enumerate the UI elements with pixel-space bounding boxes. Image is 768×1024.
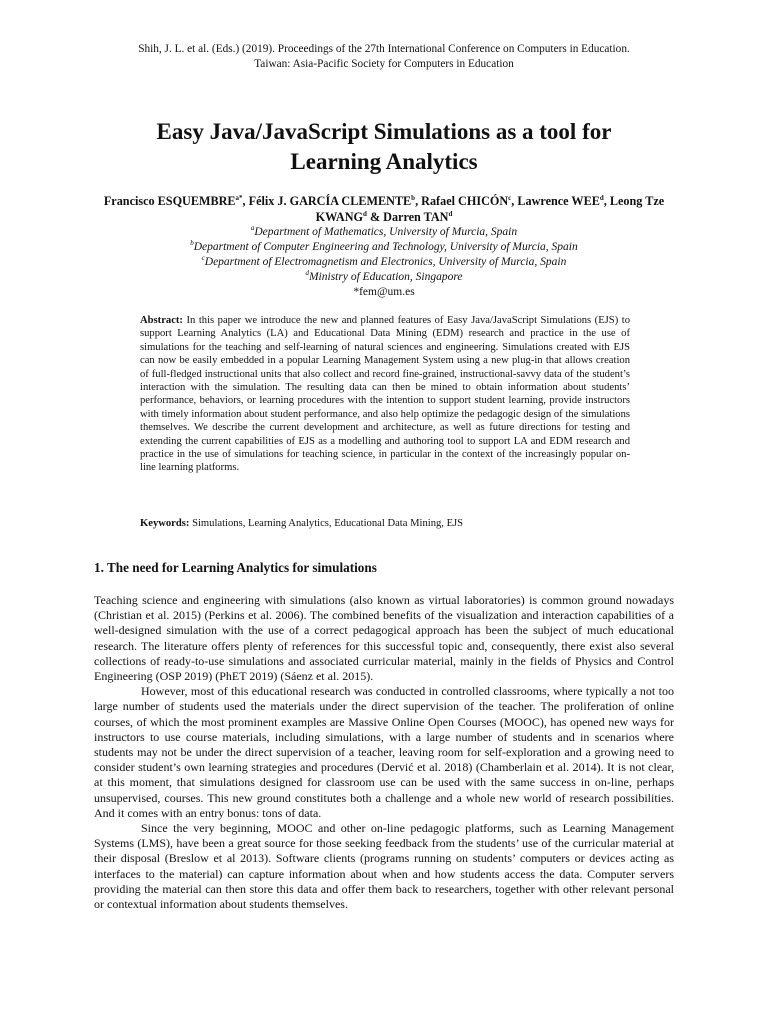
author-name: , Rafael CHICÓN: [415, 194, 509, 208]
author-mark: d: [363, 209, 367, 218]
body-paragraph: Teaching science and engineering with simulations (also known as virtual laboratories) is common ground nowadays (Christian et al. 2015) (Perkins et al. 2006). The combined benefits of the visualization and interaction capabilities of a well-designed simulation with the use of a correct pedagogical approach has been the subject of much educational research. The literature offers plenty of references for this successful topic and, consequently, there exist also several collections of ready-to-use simulations and associated curricular material, mainly in the fields of Physics and Control Engineering (OSP 2019) (PhET 2019) (Sáenz et al. 2015).: [94, 593, 674, 684]
author-name: Francisco ESQUEMBRE: [103, 194, 236, 208]
body-paragraph: Since the very beginning, MOOC and other on-line pedagogic platforms, such as Learning Management Systems (LMS), have been a great source for those seeking feedback from the students’ use of the curricular material at their disposal (Breslow et al 2013). Software clients (programs running on students’ computers or devices acting as interfaces to the material) can capture information about when and how students access the data. Computer servers providing the material can then store this data and offer them back to researchers, together with other relevant personal or contextual information about students themselves.: [94, 821, 674, 912]
author-name: , Leong Tze KWANG: [315, 194, 665, 224]
corresponding-email: *fem@um.es: [353, 286, 415, 298]
affiliation-text: Department of Computer Engineering and Technology, University of Murcia, Spain: [193, 241, 578, 253]
affiliation-mark: c: [201, 254, 205, 263]
author-list: [94, 193, 674, 225]
affiliation-line: [94, 240, 674, 255]
body-paragraph: However, most of this educational research was conducted in controlled classrooms, where typically a not too large number of students used the materials under the direct supervision of the teacher. The proliferation of online courses, of which the most prominent examples are Massive Online Open Courses (MOOC), has opened new ways for instructors to use course materials, including simulations, with a large number of students and in scenarios where students may not be under the direct supervision of a teacher, leaving room for self-exploration and a growing need to consider student’s own learning strategies and procedures (Dervić et al. 2018) (Chamberlain et al. 2014). It is not clear, at this moment, that simulations designed for classroom use can be used with the same success in on-line, perhaps unsupervised, courses. This new ground constitutes both a challenge and a whole new world of research possibilities. And it comes with an entry bonus: tons of data.: [94, 684, 674, 820]
affiliation-text: Ministry of Education, Singapore: [308, 271, 463, 283]
affiliation-text: Department of Electromagnetism and Electronics, University of Murcia, Spain: [204, 256, 567, 268]
author-name: , Félix J. GARCÍA CLEMENTE: [242, 194, 412, 208]
section-body: [94, 593, 674, 912]
affiliation-mark: d: [305, 269, 309, 278]
abstract: [140, 314, 630, 475]
keywords-text: Simulations, Learning Analytics, Educational Data Mining, EJS: [189, 518, 464, 529]
author-mark: d: [599, 193, 604, 202]
header-line-1: Shih, J. L. et al. (Eds.) (2019). Proceedings of the 27th International Conference on Computers in Education.: [138, 43, 630, 55]
title-line-2: Learning Analytics: [290, 149, 478, 174]
proceedings-header: [0, 42, 768, 72]
affiliation-line: [94, 225, 674, 240]
author-name: & Darren TAN: [366, 210, 449, 224]
keywords: [140, 517, 630, 530]
affiliations: [94, 225, 674, 300]
keywords-label: Keywords:: [140, 518, 190, 529]
affiliation-line: [94, 270, 674, 285]
author-mark: c: [508, 193, 512, 202]
author-mark: a*: [235, 193, 243, 202]
author-mark: d: [448, 209, 453, 218]
affiliation-line: [94, 255, 674, 270]
paper-title: [0, 117, 768, 177]
author-name: , Lawrence WEE: [511, 194, 600, 208]
section-heading: 1. The need for Learning Analytics for simulations: [94, 560, 377, 575]
abstract-text: In this paper we introduce the new and planned features of Easy Java/JavaScript Simulations (EJS) to support Learning Analytics (LA) and Educational Data Mining (EDM) research and practice in the use of simulations for the teaching and self-learning of natural sciences and engineering. Simulations created with EJS can now be easily embedded in a popular Learning Management System using a new plug-in that allows creation of full-fledged instructional units that also collect and record fine-grained, instructional-savvy data of the student’s interaction with the simulation. The resulting data can then be mined to obtain information about students’ performance, behaviors, or learning procedures with the intention to support student learning, provide instructors with timely information about student performance, and also help optimize the pedagogic design of the simulations themselves. We describe the current development and architecture, as well as future directions for testing and extending the current capabilities of EJS as a modelling and authoring tool to support LA and EDM research and practice in the use of simulations for teaching science, in particular in the context of the increasingly popular on-line learning platforms.: [140, 315, 630, 474]
affiliation-mark: b: [190, 239, 194, 248]
affiliation-mark: a: [250, 224, 255, 233]
abstract-label: Abstract:: [140, 315, 183, 326]
affiliation-text: Department of Mathematics, University of Murcia, Spain: [254, 226, 518, 238]
header-line-2: Taiwan: Asia-Pacific Society for Computers in Education: [254, 58, 514, 70]
title-line-1: Easy Java/JavaScript Simulations as a tool for: [156, 119, 612, 144]
author-mark: b: [411, 193, 416, 202]
